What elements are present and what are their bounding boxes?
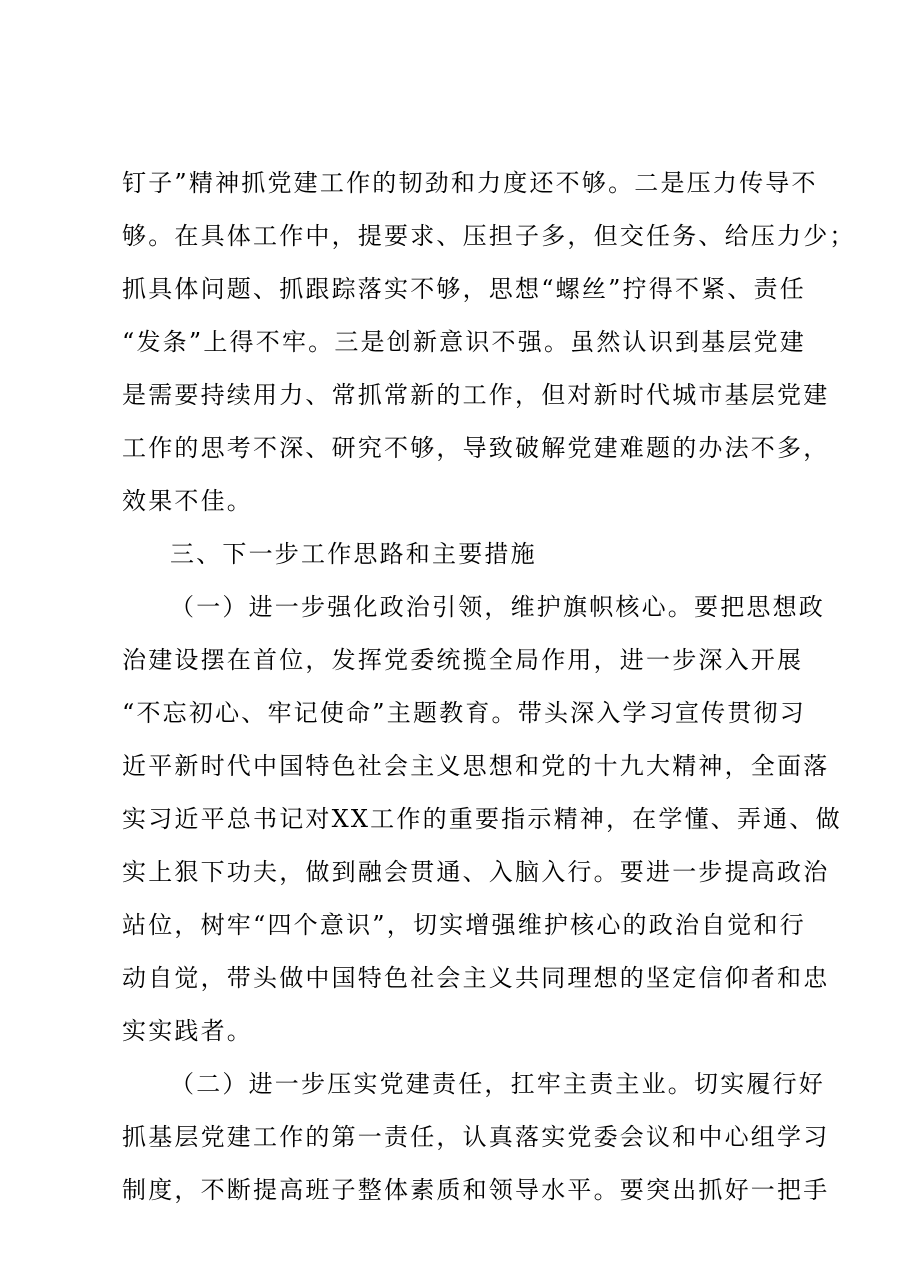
text-line: “发条”上得不牢。三是创新意识不强。虽然认识到基层党建 [122, 328, 806, 356]
text-line: 够。在具体工作中，提要求、压担子多，但交任务、给压力少； [122, 222, 856, 250]
text-line: 实习近平总书记对XX工作的重要指示精神，在学懂、弄通、做 [122, 805, 842, 833]
text-line: 效果不佳。 [122, 487, 253, 515]
text-line: 实上狠下功夫，做到融会贯通、入脑入行。要进一步提高政治 [122, 858, 830, 886]
text-line: 抓基层党建工作的第一责任，认真落实党委会议和中心组学习 [122, 1123, 830, 1151]
text-line: 站位，树牢“四个意识”，切实增强维护核心的政治自觉和行 [122, 911, 806, 939]
text-line: 工作的思考不深、研究不够，导致破解党建难题的办法不多， [122, 434, 830, 462]
text-line: 治建设摆在首位，发挥党委统揽全局作用，进一步深入开展 [122, 646, 804, 674]
text-line: 钉子”精神抓党建工作的韧劲和力度还不够。二是压力传导不 [122, 169, 818, 197]
text-line: 制度，不断提高班子整体素质和领导水平。要突出抓好一把手 [122, 1176, 830, 1204]
text-line: 近平新时代中国特色社会主义思想和党的十九大精神，全面落 [122, 752, 830, 780]
text-line: 抓具体问题、抓跟踪落实不够，思想“螺丝”拧得不紧、责任 [122, 275, 806, 303]
section-heading: 三、下一步工作思路和主要措施 [170, 540, 537, 568]
text-line: “不忘初心、牢记使命”主题教育。带头深入学习宣传贯彻习 [122, 699, 806, 727]
text-line: 动自觉，带头做中国特色社会主义共同理想的坚定信仰者和忠 [122, 964, 830, 992]
paragraph-first-line: （一）进一步强化政治引领，维护旗帜核心。要把思想政 [170, 593, 825, 621]
text-line: 实实践者。 [122, 1017, 253, 1045]
paragraph-first-line: （二）进一步压实党建责任，扛牢主责主业。切实履行好 [170, 1070, 825, 1098]
text-line: 是需要持续用力、常抓常新的工作，但对新时代城市基层党建 [122, 381, 830, 409]
